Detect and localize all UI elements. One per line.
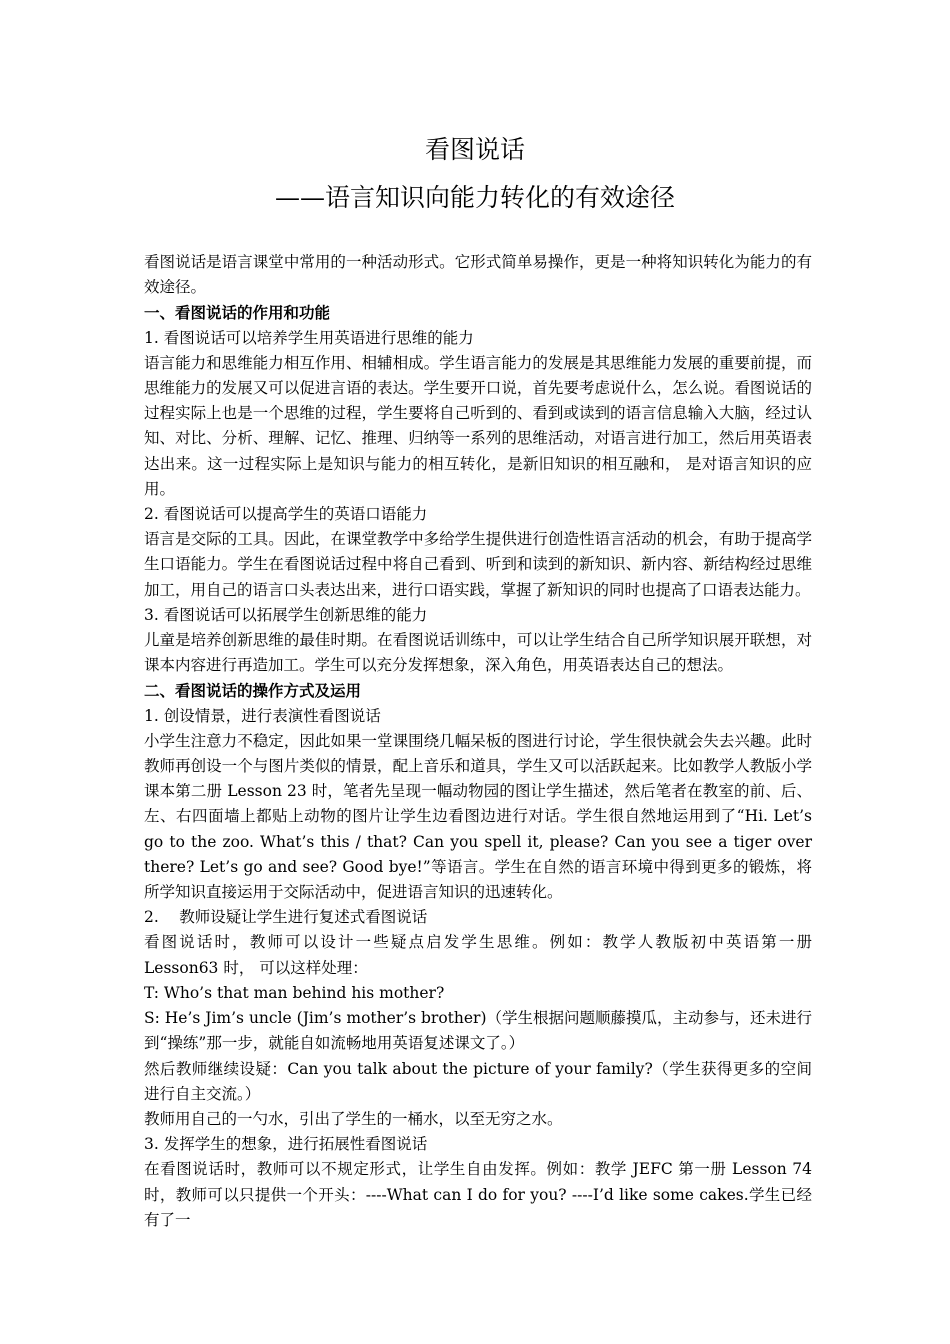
document-title: 看图说话 — [424, 135, 525, 164]
body-paragraph: 然后教师继续设疑：Can you talk about the picture of your family?（学生获得更多的空间进行自主交流。） — [144, 1059, 812, 1103]
intro-paragraph: 看图说话是语言课堂中常用的一种活动形式。它形式简单易操作，更是一种将知识转化为能力的有效途径。 — [144, 253, 812, 297]
subheading-2-1: 1. 创设情景，进行表演性看图说话 — [144, 706, 381, 725]
body-paragraph: 儿童是培养创新思维的最佳时期。在看图说话训练中，可以让学生结合自己所学知识展开联想，对课本内容进行再造加工。学生可以充分发挥想象，深入角色，用英语表达自己的想法。 — [144, 631, 812, 675]
body-paragraph: 教师用自己的一勺水，引出了学生的一桶水，以至无穷之水。 — [144, 1109, 563, 1128]
subheading-1-3: 3. 看图说话可以拓展学生创新思维的能力 — [144, 605, 428, 624]
dialogue-line-teacher: T: Who’s that man behind his mother? — [144, 983, 445, 1002]
subheading-1-1: 1. 看图说话可以培养学生用英语进行思维的能力 — [144, 328, 474, 347]
body-paragraph: 语言是交际的工具。因此，在课堂教学中多给学生提供进行创造性语言活动的机会，有助于提高学生口语能力。学生在看图说话过程中将自己看到、听到和读到的新知识、新内容、新结构经过思维加工，用自己的语言口头表达出来，进行口语实践，掌握了新知识的同时也提高了口语表达能力。 — [144, 530, 812, 599]
body-paragraph: 看图说话时，教师可以设计一些疑点启发学生思维。例如：教学人教版初中英语第一册 Lesson63 时， 可以这样处理： — [144, 933, 812, 977]
body-paragraph: 小学生注意力不稳定，因此如果一堂课围绕几幅呆板的图进行讨论，学生很快就会失去兴趣。此时教师再创设一个与图片类似的情景，配上音乐和道具，学生又可以活跃起来。比如教学人教版小学课本第二册 Lesson 23 时，笔者先呈现一幅动物园的图让学生描述，然后笔者在教室的前、后、左、右四面墙上都贴上动物的图片让学生边看图边进行对话。学生很自然地运用到了“Hi. Let’s go to the zoo. What’s this / that? Can you spell it, please? Can you see a tiger over there? Let’s go and see? Good bye!”等语言。学生在自然的语言环境中得到更多的锻炼，将所学知识直接运用于交际活动中，促进语言知识的迅速转化。 — [144, 731, 812, 902]
section-heading-1: 一、看图说话的作用和功能 — [144, 303, 331, 323]
subheading-1-2: 2. 看图说话可以提高学生的英语口语能力 — [144, 505, 428, 524]
body-paragraph: 在看图说话时，教师可以不规定形式，让学生自由发挥。例如：教学 JEFC 第一册 Lesson 74 时，教师可以只提供一个开头：----What can I do for you? ----I’d like some cakes.学生已经有了一 — [144, 1160, 812, 1229]
body-paragraph: 语言能力和思维能力相互作用、相辅相成。学生语言能力的发展是其思维能力发展的重要前提，而思维能力的发展又可以促进言语的表达。学生要开口说，首先要考虑说什么，怎么说。看图说话的过程实际上也是一个思维的过程，学生要将自己听到的、看到或读到的语言信息输入大脑，经过认知、对比、分析、理解、记忆、推理、归纳等一系列的思维活动，对语言进行加工，然后用英语表达出来。这一过程实际上是知识与能力的相互转化，是新旧知识的相互融和， 是对语言知识的应用。 — [144, 353, 812, 498]
document-body — [144, 250, 812, 1233]
subheading-2-2: 2. 教师设疑让学生进行复述式看图说话 — [144, 908, 428, 927]
section-heading-2: 二、看图说话的操作方式及运用 — [144, 681, 362, 701]
subheading-2-3: 3. 发挥学生的想象，进行拓展性看图说话 — [144, 1135, 428, 1154]
document-subtitle: ——语言知识向能力转化的有效途径 — [274, 183, 675, 212]
dialogue-line-student: S: He’s Jim’s uncle (Jim’s mother’s brother)（学生根据问题顺藤摸瓜，主动参与，还未进行到“操练”那一步，就能自如流畅地用英语复述课文了。） — [144, 1009, 813, 1053]
